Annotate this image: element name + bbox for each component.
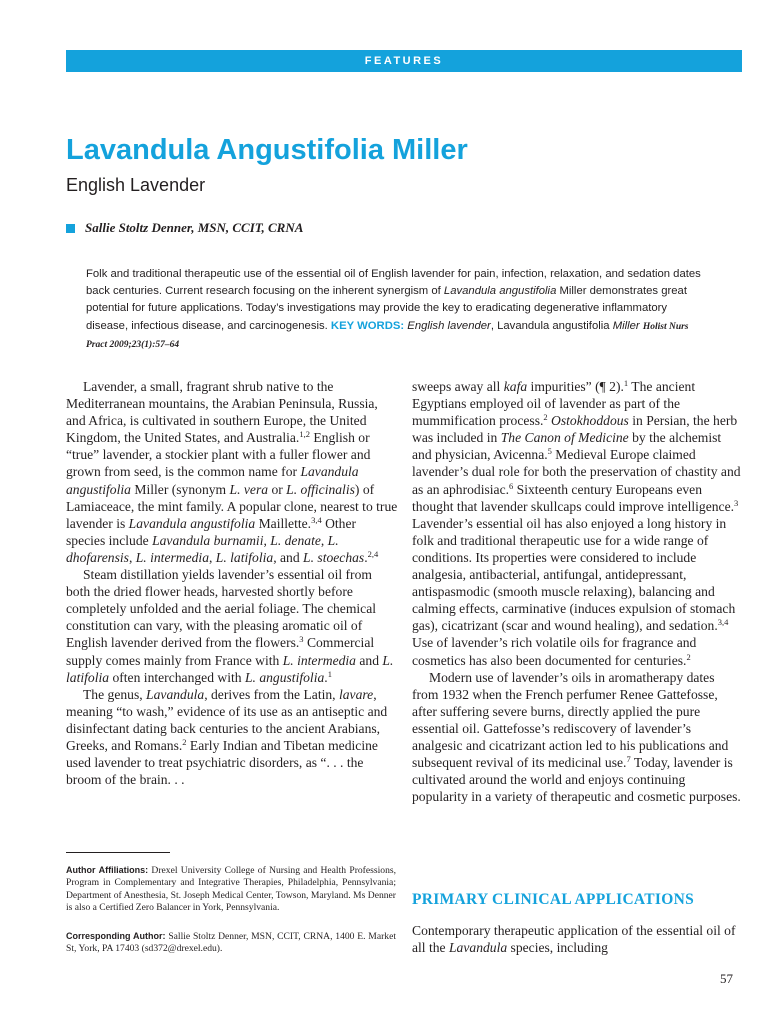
author-affiliations: Author Affiliations: Drexel University College of Nursing and Health Professions, Program in Complementary and Integrative Therapies, Philadelphia, Pennsylvania; Department of Anesthesia, St. Joseph Medical Center, Towson, Maryland. Ms Denner is also a Certified Zero Balancer in York, Pennsylvania. bbox=[66, 865, 396, 914]
reference: 3,4 bbox=[311, 514, 322, 525]
section-body bbox=[412, 922, 744, 956]
square-bullet-icon bbox=[66, 224, 75, 233]
section-banner bbox=[66, 50, 742, 72]
abstract: Folk and traditional therapeutic use of the essential oil of English lavender for pain, infection, relaxation, and sedation dates back centuries. Current research focusing on the inherent synergism of Lavandula angustifolia Miller demonstrates great potential for future applications. Today’s investigations may provide the key to eradicating degenerative inflammatory disease, infectious disease, and carcinogenesis. KEY WORDS: English lavender, Lavandula angustifolia Miller Holist Nurs Pract 2009;23(1):57–64 bbox=[86, 268, 701, 350]
reference: 1,2 bbox=[299, 429, 310, 440]
article-title: Lavandula Angustifolia Miller bbox=[66, 134, 468, 166]
reference: 2 bbox=[182, 736, 187, 747]
journal-citation: Holist Nurs Pract 2009;23(1):57–64 bbox=[86, 321, 689, 350]
body-column-left bbox=[66, 378, 398, 788]
reference: 2 bbox=[686, 651, 691, 662]
keyword: Miller bbox=[612, 319, 640, 332]
reference: 3,4 bbox=[717, 617, 729, 628]
reference: 7 bbox=[626, 754, 631, 765]
reference: 1 bbox=[623, 378, 629, 388]
paragraph: Contemporary therapeutic application of the essential oil of all the Lavandula species, including bbox=[412, 923, 736, 956]
footnote-divider bbox=[66, 852, 170, 853]
section-heading: PRIMARY CLINICAL APPLICATIONS bbox=[412, 891, 695, 908]
keyword: English lavender bbox=[407, 319, 491, 332]
corresponding-author: Corresponding Author: Sallie Stoltz Denner, MSN, CCIT, CRNA, 1400 E. Market St, York, PA 17403 (sd372@drexel.edu). bbox=[66, 931, 396, 955]
reference: 3 bbox=[299, 634, 304, 645]
reference: 6 bbox=[509, 480, 514, 491]
reference: 5 bbox=[547, 446, 552, 457]
paragraph: The genus, Lavandula, derives from the Latin, lavare, meaning “to wash,” evidence of its use as an antiseptic and disinfectant dating back centuries to the ancient Arabians, Greeks, and Romans.$^2$ Early Indian and Tibetan medicine used lavender to treat psychiatric disorders, as “. . . the broom of the brain. . . bbox=[66, 686, 388, 788]
reference: 2,4 bbox=[367, 548, 379, 559]
reference: 1 bbox=[327, 668, 332, 679]
banner-label: FEATURES bbox=[364, 55, 444, 67]
author-name: Sallie Stoltz Denner, MSN, CCIT, CRNA bbox=[85, 220, 304, 235]
page-number: 57 bbox=[720, 971, 733, 986]
author-line bbox=[66, 220, 303, 236]
paragraph: Lavender, a small, fragrant shrub native to the Mediterranean mountains, the Arabian Peninsula, Russia, and Africa, is cultivated in southern Europe, the United Kingdom, the United States, and Australia.$^{1,2}$ English or “true” lavender, a stockier plant with a fuller flower and grown from seed, is the common name for Lavandula angustifolia Miller (synonym L. vera or L. officinalis) of Lamiaceace, the mint family. A popular clone, nearest to true lavender is Lavandula angustifolia Maillette.$^{3,4}$ Other species include Lavandula burnamii, L. denate, L. dhofarensis, L. intermedia, L. latifolia, and L. stoechas.$^{2,4}$ bbox=[66, 379, 398, 565]
paragraph: sweeps away all kafa impurities” (¶ 2).$^1$ The ancient Egyptians employed oil of lavender as part of the mummification process.$^2$ Ostokhoddous in Persian, the herb was included in The Canon of Medicine by the alchemist and physician, Avicenna.$^5$ Medieval Europe claimed lavender’s dual role for both the preservation of chastity and as an aphrodisiac.$^6$ Sixteenth century Europeans even thought that lavender skullcaps could improve intelligence.$^3$ Lavender’s essential oil has also enjoyed a long history in folk and traditional therapeutic use for a wide range of conditions. Its properties were considered to include analgesia, antibacterial, antifungal, antidepressant, antispasmodic (smooth muscle relaxing), balancing and calming effects, carminative (induces expulsion of stomach gas), cicatrizant (scar and wound healing), and sedation.$^{3,4}$ Use of lavender’s rich volatile oils for fragrance and cosmetics has also been documented for centuries.$^2$ bbox=[412, 378, 741, 668]
article-subtitle: English Lavender bbox=[66, 175, 206, 195]
keywords-label: KEY WORDS: bbox=[330, 319, 405, 332]
paragraph: Steam distillation yields lavender’s essential oil from both the dried flower heads, harvested shortly before completely unfolded and the aerial foliage. The chemical constitution can vary, with the pleasing aromatic oil of English lavender derived from the flowers.$^3$ Commercial supply comes mainly from France with L. intermedia and L. latifolia often interchanged with L. angustifolia.$^1$ bbox=[66, 567, 394, 685]
paragraph: Modern use of lavender’s oils in aromatherapy dates from 1932 when the French perfumer Renee Gattefosse, after suffering severe burns, directly applied the pure essential oil. Gattefosse’s rediscovery of lavender’s analgesic and cicatrizant action led to his publications and subsequent revival of its medicinal use.$^7$ Today, lavender is cultivated around the world and enjoys continuing popularity in a variety of therapeutic and cosmetic purposes. bbox=[412, 669, 741, 805]
reference: 3 bbox=[734, 497, 739, 508]
body-column-right bbox=[412, 378, 744, 805]
reference: 2 bbox=[543, 412, 548, 423]
